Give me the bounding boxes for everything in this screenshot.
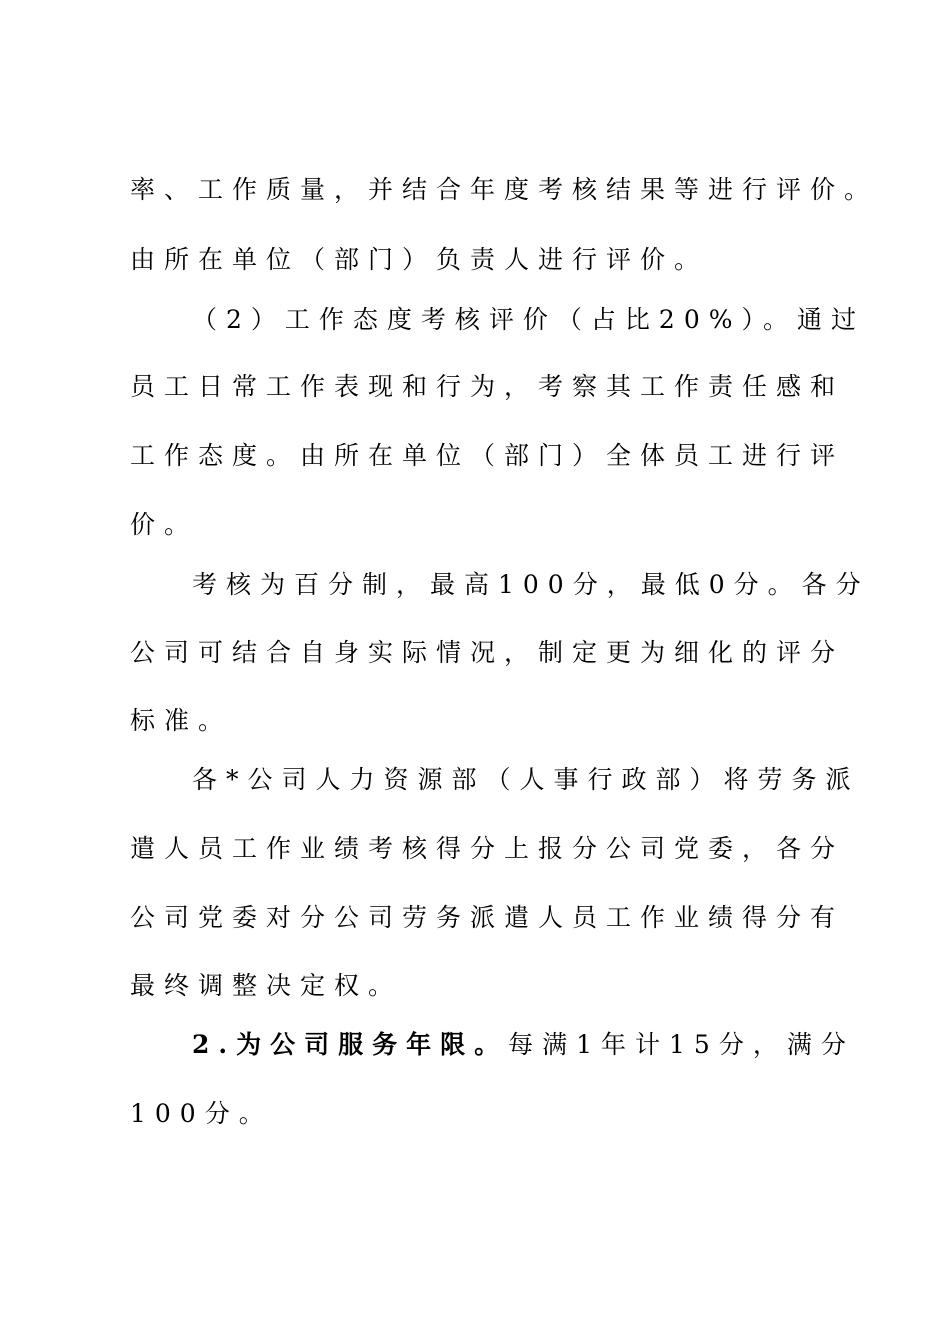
item-2-text: 每满1年计15分，满分 bbox=[508, 1030, 855, 1059]
paragraph-line-2: 由所在单位（部门）负责人进行评价。 bbox=[130, 245, 709, 274]
paragraph-line-3: （2）工作态度考核评价（占比20%）。通过 bbox=[192, 305, 865, 334]
paragraph-line-12: 公司党委对分公司劳务派遣人员工作业绩得分有 bbox=[130, 903, 845, 932]
paragraph-line-11: 遣人员工作业绩考核得分上报分公司党委，各分 bbox=[130, 834, 845, 863]
paragraph-line-13: 最终调整决定权。 bbox=[130, 971, 403, 1000]
paragraph-line-5: 工作态度。由所在单位（部门）全体员工进行评 bbox=[130, 441, 845, 470]
paragraph-line-4: 员工日常工作表现和行为，考察其工作责任感和 bbox=[130, 372, 845, 401]
paragraph-line-7: 考核为百分制，最高100分，最低0分。各分 bbox=[192, 570, 870, 599]
paragraph-line-1: 率、工作质量，并结合年度考核结果等进行评价。 bbox=[130, 175, 879, 204]
paragraph-line-9: 标准。 bbox=[130, 706, 233, 735]
paragraph-line-6: 价。 bbox=[130, 510, 199, 539]
paragraph-line-8: 公司可结合自身实际情况，制定更为细化的评分 bbox=[130, 638, 845, 667]
item-2-continuation: 100分。 bbox=[130, 1099, 273, 1128]
paragraph-line-10: 各*公司人力资源部（人事行政部）将劳务派 bbox=[192, 765, 860, 794]
item-2-line bbox=[192, 1025, 855, 1065]
item-2-heading: 2.为公司服务年限。 bbox=[192, 1030, 509, 1059]
